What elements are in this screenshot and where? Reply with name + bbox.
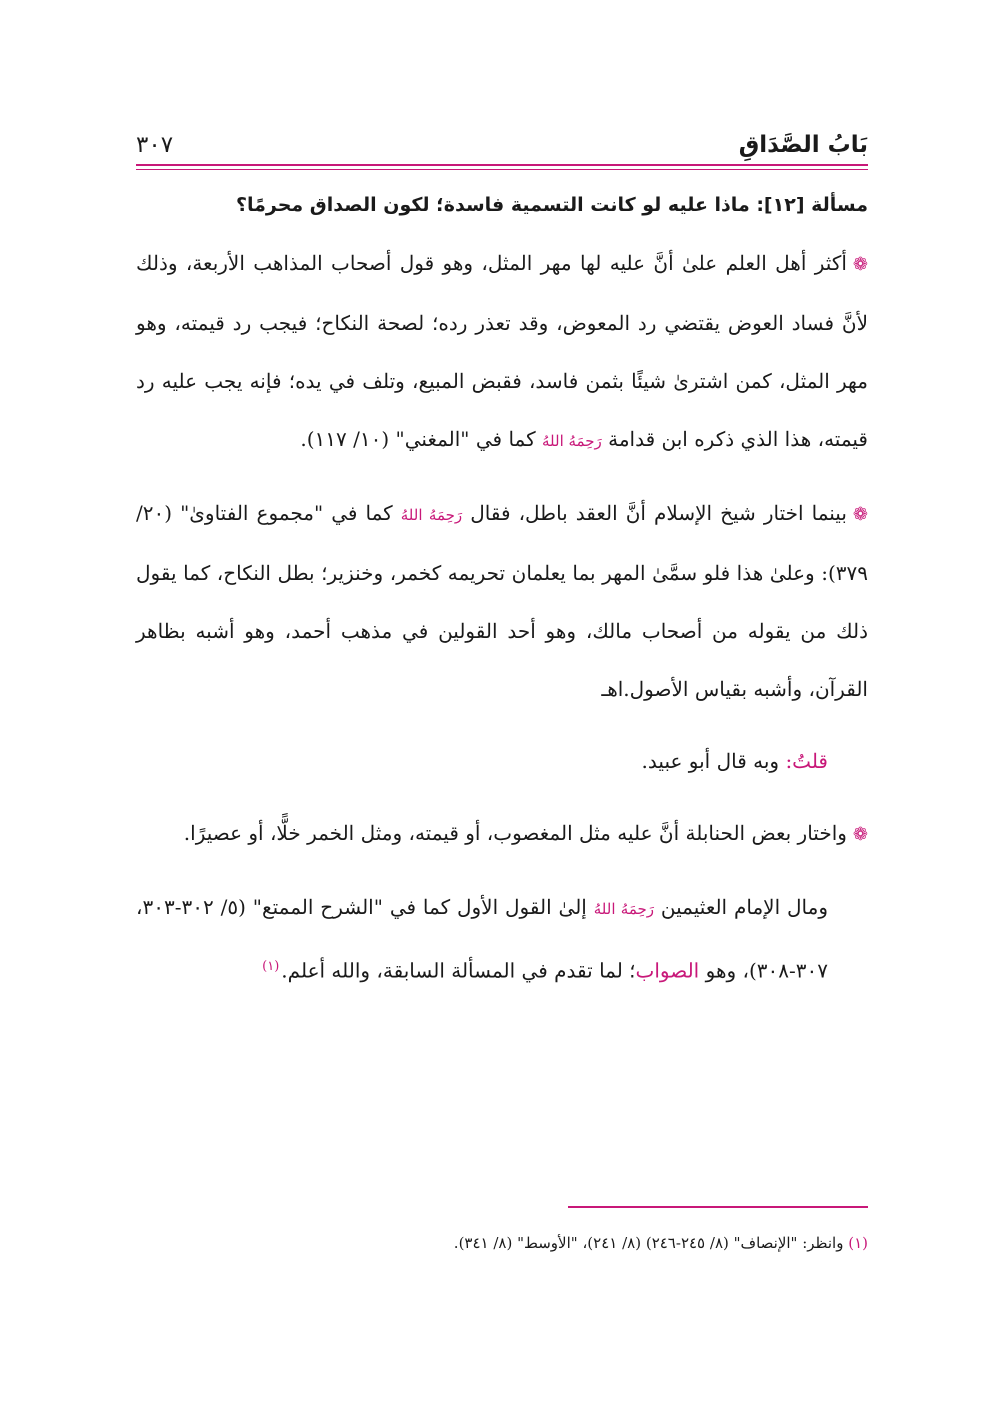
header-rule-thin [136, 169, 868, 170]
paragraph-5-middle: إلىٰ القول الأول كما في "الشرح الممتع" (٥/ ٣٠٢-٣٠٣، ٣٠٧-٣٠٨)، وهو [136, 895, 828, 983]
highlight-sawab: الصواب [635, 958, 700, 983]
honorific-icon: رَحِمَهُ اللهُ [400, 506, 463, 524]
paragraph-1-text: أكثر أهل العلم علىٰ أنَّ عليه لها مهر المثل، وهو قول أصحاب المذاهب الأربعة، وذلك لأنَّ فساد العوض يقتضي رد المعوض، وقد تعذر رده؛ لصحة النكاح؛ فيجب رد قيمته، وهو مهر المثل، كمن اشترىٰ شيئًا بثمن فاسد، فقبض المبيع، وتلف في يده؛ فإنه يجب عليه رد قيمته، هذا الذي ذكره ابن قدامة [136, 251, 868, 451]
paragraph-3 [136, 732, 868, 790]
footnote-text: وانظر: "الإنصاف" (٨/ ٢٤٥-٢٤٦) (٨/ ٢٤١)، "الأوسط" (٨/ ٣٤١). [453, 1234, 844, 1252]
flower-bullet-icon: ❁ [852, 824, 868, 845]
footnote-number: (١) [848, 1234, 868, 1252]
paragraph-5-text: ومال الإمام العثيمين [660, 895, 829, 919]
paragraph-2-quote: كما في "مجموع الفتاوىٰ" (٢٠/ ٣٧٩): وعلىٰ هذا فلو سمَّىٰ المهر بما يعلمان تحريمه كخمر، وخنزير؛ بطل النكاح، كما يقول ذلك من يقوله من أصحاب مالك، وهو أحد القولين في مذهب أحمد، وهو أشبه بظاهر القرآن، وأشبه بقياس الأصول.اهـ [136, 501, 868, 701]
paragraph-3-text: وبه قال أبو عبيد. [641, 749, 780, 773]
flower-bullet-icon: ❁ [852, 504, 868, 525]
page-content [136, 118, 868, 1000]
paragraph-1 [136, 234, 868, 470]
honorific-icon: رَحِمَهُ اللهُ [593, 900, 655, 918]
footnote-ref[interactable]: (١) [262, 959, 280, 974]
honorific-icon: رَحِمَهُ اللهُ [541, 432, 602, 450]
paragraph-2-text: بينما اختار شيخ الإسلام أنَّ العقد باطل، فقال [470, 501, 847, 525]
header-rule-thick [136, 164, 868, 166]
issue-heading: مسألة [١٢]: ماذا عليه لو كانت التسمية فاسدة؛ لكون الصداق محرمًا؟ [235, 194, 868, 216]
chapter-title: بَابُ الصَّدَاقِ [738, 132, 868, 158]
paragraph-5-end: ؛ لما تقدم في المسألة السابقة، والله أعلم. [281, 958, 636, 983]
paragraph-4-text: واختار بعض الحنابلة أنَّ عليه مثل المغصوب، أو قيمته، ومثل الخمر خلًّا، أو عصيرًا. [183, 821, 847, 845]
page-number: ٣٠٧ [136, 132, 174, 158]
footnote [136, 1230, 868, 1256]
qultu-label: قلتُ: [785, 749, 828, 773]
paragraph-2 [136, 484, 868, 718]
paragraph-5 [136, 878, 868, 1000]
page-header [136, 118, 868, 158]
footnote-rule [568, 1206, 868, 1208]
paragraph-4 [136, 804, 868, 864]
flower-bullet-icon: ❁ [852, 254, 868, 275]
paragraph-1-citation: كما في "المغني" (١٠/ ١١٧). [300, 427, 536, 451]
